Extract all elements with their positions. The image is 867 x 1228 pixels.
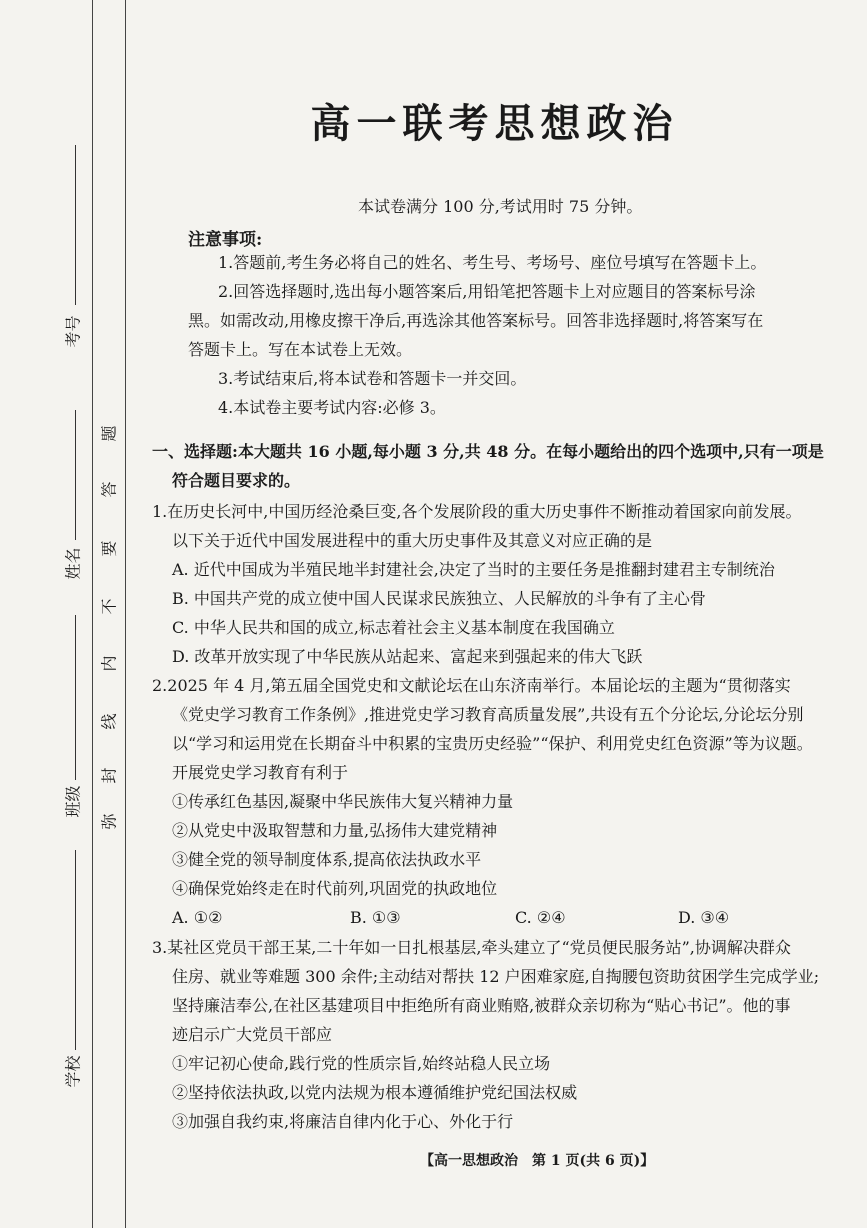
answer-choice: B. ①③ <box>350 908 401 927</box>
section-heading <box>152 437 824 495</box>
question-stem: 1.在历史长河中,中国历经沧桑巨变,各个发展阶段的重大历史事件不断推动着国家向前发展。 <box>152 502 802 521</box>
notice-item: 2.回答选择题时,选出每小题答案后,用铅笔把答题卡上对应题目的答案标号涂 <box>218 282 756 301</box>
statement-item: ①牢记初心使命,践行党的性质宗旨,始终站稳人民立场 <box>172 1054 551 1073</box>
seal-char: 内 <box>99 655 119 672</box>
school-label: 学校 <box>63 1055 83 1088</box>
question-stem: 迹启示广大党员干部应 <box>172 1025 333 1044</box>
seal-char: 线 <box>99 713 119 730</box>
statement-item: ③加强自我约束,将廉洁自律内化于心、外化于行 <box>172 1112 514 1131</box>
question-1 <box>152 497 801 671</box>
seal-char: 答 <box>99 481 119 498</box>
school-blank <box>75 850 76 1050</box>
question-stem: 以下关于近代中国发展进程中的重大历史事件及其意义对应正确的是 <box>172 531 653 550</box>
answer-choice: A. ①② <box>172 908 223 927</box>
exam-title: 高一联考思想政治 <box>310 100 679 147</box>
answer-choice: C. ②④ <box>515 908 566 927</box>
question-stem: 《党史学习教育工作条例》,推进党史学习教育高质量发展”,共设有五个分论坛,分论坛分别 <box>172 705 804 724</box>
statement-item: ②坚持依法执政,以党内法规为根本遵循维护党纪国法权威 <box>172 1083 578 1102</box>
choice-row <box>152 903 813 932</box>
class-blank <box>75 615 76 780</box>
notice-item: 答题卡上。写在本试卷上无效。 <box>188 340 413 359</box>
seal-char: 题 <box>99 425 119 442</box>
statement-item: ②从党史中汲取智慧和力量,弘扬伟大建党精神 <box>172 821 498 840</box>
section-line: 符合题目要求的。 <box>172 471 301 490</box>
seal-char: 封 <box>99 767 119 784</box>
seal-char: 弥 <box>99 813 119 830</box>
name-label: 姓名 <box>63 547 83 580</box>
question-2 <box>152 671 813 932</box>
notice-item: 黑。如需改动,用橡皮擦干净后,再选涂其他答案标号。回答非选择题时,将答案写在 <box>188 311 764 330</box>
question-stem: 以“学习和运用党在长期奋斗中积累的宝贵历史经验”“保护、利用党史红色资源”等为议题。 <box>172 734 813 753</box>
answer-option: C. 中华人民共和国的成立,标志着社会主义基本制度在我国确立 <box>172 618 615 637</box>
answer-choice: D. ③④ <box>678 908 730 927</box>
notice-list <box>188 248 766 422</box>
seal-char: 要 <box>99 540 119 557</box>
notice-heading: 注意事项: <box>188 230 263 250</box>
question-stem: 3.某社区党员干部王某,二十年如一日扎根基层,牵头建立了“党员便民服务站”,协调解决群众 <box>152 938 791 957</box>
section-line: 一、选择题:本大题共 16 小题,每小题 3 分,共 48 分。在每小题给出的四个选项中,只有一项是 <box>152 442 824 461</box>
question-stem: 2.2025 年 4 月,第五届全国党史和文献论坛在山东济南举行。本届论坛的主题为“贯彻落实 <box>152 676 791 695</box>
exam-no-label: 考号 <box>63 315 83 348</box>
statement-item: ①传承红色基因,凝聚中华民族伟大复兴精神力量 <box>172 792 514 811</box>
page-footer: 【高一思想政治 第 1 页(共 6 页)】 <box>420 1153 655 1169</box>
question-stem: 住房、就业等难题 300 余件;主动结对帮扶 12 户困难家庭,自掏腰包资助贫困学生完成学业; <box>172 967 820 986</box>
exam-no-blank <box>75 145 76 305</box>
answer-option: B. 中国共产党的成立使中国人民谋求民族独立、人民解放的斗争有了主心骨 <box>172 589 706 608</box>
notice-item: 3.考试结束后,将本试卷和答题卡一并交回。 <box>218 369 527 388</box>
question-stem: 坚持廉洁奉公,在社区基建项目中拒绝所有商业贿赂,被群众亲切称为“贴心书记”。他的事 <box>172 996 791 1015</box>
statement-item: ③健全党的领导制度体系,提高依法执政水平 <box>172 850 482 869</box>
question-stem: 开展党史学习教育有利于 <box>172 763 349 782</box>
notice-item: 4.本试卷主要考试内容:必修 3。 <box>218 398 446 417</box>
notice-item: 1.答题前,考生务必将自己的姓名、考生号、考场号、座位号填写在答题卡上。 <box>218 253 767 272</box>
exam-info: 本试卷满分 100 分,考试用时 75 分钟。 <box>358 197 643 216</box>
margin-line-left <box>92 0 93 1228</box>
margin-line-right <box>125 0 126 1228</box>
seal-char: 不 <box>99 598 119 615</box>
answer-option: A. 近代中国成为半殖民地半封建社会,决定了当时的主要任务是推翻封建君主专制统治 <box>172 560 775 579</box>
class-label: 班级 <box>63 785 83 818</box>
question-3 <box>152 933 819 1136</box>
name-blank <box>75 410 76 540</box>
answer-option: D. 改革开放实现了中华民族从站起来、富起来到强起来的伟大飞跃 <box>172 647 643 666</box>
statement-item: ④确保党始终走在时代前列,巩固党的执政地位 <box>172 879 498 898</box>
